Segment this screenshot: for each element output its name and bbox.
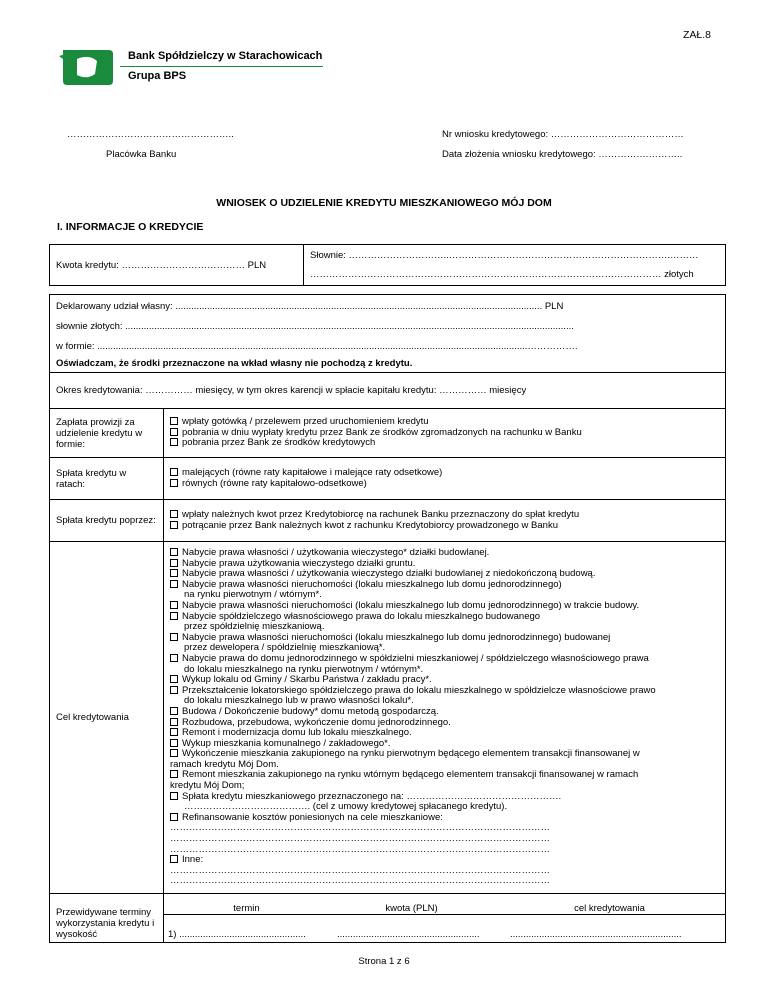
words-line-1: Słownie: …………………………..…………………………………………………………….……… <box>310 250 699 261</box>
checkbox-icon[interactable] <box>170 417 178 425</box>
form-title: WNIOSEK O UDZIELENIE KREDYTU MIESZKANIOWEGO MÓJ DOM <box>216 197 552 209</box>
purpose-option-continuation: na rynku pierwotnym / wtórnym*. <box>184 589 322 601</box>
bank-logo-icon <box>57 47 115 87</box>
checkbox-icon[interactable] <box>170 510 178 518</box>
checkbox-icon[interactable] <box>170 675 178 683</box>
checkbox-icon[interactable] <box>170 686 178 694</box>
purpose-option-continuation: ………………………………………………………………………………………………………… <box>170 864 550 876</box>
section-heading: I. INFORMACJE O KREDYCIE <box>57 221 204 233</box>
purpose-option[interactable]: Nabycie prawa własności nieruchomości (lokalu mieszkalnego lub domu jednorodzinnego) budowanej <box>170 633 719 644</box>
checkbox-icon[interactable] <box>170 559 178 567</box>
bank-name: Bank Spółdzielczy w Starachowicach <box>128 50 323 62</box>
bank-group: Grupa BPS <box>128 70 187 82</box>
checkbox-icon[interactable] <box>170 707 178 715</box>
own-contribution-words: słownie złotych: .......................................................................................................................................................................... <box>56 320 574 332</box>
purpose-option[interactable]: Nabycie prawa własności / użytkowania wieczystego* działki budowlanej. <box>170 548 719 559</box>
checkbox-icon[interactable] <box>170 612 178 620</box>
purpose-option[interactable]: Nabycie spółdzielczego własnościowego prawa do lokalu mieszkalnego budowanego <box>170 612 719 623</box>
installments-option[interactable]: malejących (równe raty kapitałowe i malejące raty odsetkowe) <box>170 468 719 479</box>
purpose-option-continuation: do lokalu mieszkalnego lub w prawo własności lokalu*. <box>184 695 414 707</box>
loan-period-field[interactable]: Okres kredytowania: …………… miesięcy, w tym okres karencji w spłacie kapitału kredytu: …………… miesięcy <box>50 373 726 409</box>
checkbox-icon[interactable] <box>170 654 178 662</box>
words-line-2: ………………………………………………………………………………………………… złotych <box>310 269 694 280</box>
own-contribution-cell[interactable] <box>50 295 726 373</box>
installments-label: Spłata kredytu w ratach: <box>50 458 164 500</box>
purpose-option-continuation: ………………………………………………………………………………………………………… <box>170 875 550 887</box>
repayment-option[interactable]: wpłaty należnych kwot przez Kredytobiorcę na rachunek Banku przeznaczony do spłat kredytu <box>170 510 719 521</box>
fee-options <box>164 409 726 458</box>
purpose-label: Cel kredytowania <box>50 542 164 894</box>
purpose-option-continuation: do lokalu mieszkalnego na rynku pierwotnym / wtórnym*. <box>184 663 424 675</box>
purpose-option[interactable]: Wykup lokalu od Gminy / Skarbu Państwa / zakładu pracy*. <box>170 675 719 686</box>
checkbox-icon[interactable] <box>170 521 178 529</box>
checkbox-icon[interactable] <box>170 855 178 863</box>
terms-col-amount: kwota (PLN) <box>385 903 438 914</box>
fee-option[interactable]: wpłaty gotówką / przelewem przed uruchomieniem kredytu <box>170 417 719 428</box>
loan-amount-field[interactable]: Kwota kredytu: ………………………………… PLN <box>50 245 304 286</box>
purpose-options <box>164 542 726 894</box>
purpose-option[interactable]: Nabycie prawa własności nieruchomości (lokalu mieszkalnego lub domu jednorodzinnego) <box>170 580 719 591</box>
purpose-option[interactable]: Wykończenie mieszkania zakupionego na rynku pierwotnym będącego elementem transakcji finansowanej w <box>170 749 719 760</box>
checkbox-icon[interactable] <box>170 569 178 577</box>
purpose-option[interactable]: Inne: <box>170 855 719 866</box>
terms-row-amount[interactable]: ...................................................... <box>337 929 480 940</box>
repayment-label: Spłata kredytu poprzez: <box>50 500 164 542</box>
terms-col-purpose: cel kredytowania <box>574 903 645 914</box>
checkbox-icon[interactable] <box>170 479 178 487</box>
checkbox-icon[interactable] <box>170 468 178 476</box>
terms-row-purpose[interactable]: ................................................................. <box>510 929 682 940</box>
checkbox-icon[interactable] <box>170 438 178 446</box>
terms-label: Przewidywane terminy wykorzystania kredytu i wysokość <box>50 894 164 943</box>
checkbox-icon[interactable] <box>170 749 178 757</box>
fee-option[interactable]: pobrania w dniu wypłaty kredytu przez Bank ze środków zgromadzonych na rachunku w Banku <box>170 428 719 439</box>
checkbox-icon[interactable] <box>170 580 178 588</box>
purpose-option[interactable]: Rozbudowa, przebudowa, wykończenie domu jednorodzinnego. <box>170 718 719 729</box>
purpose-option-continuation: ramach kredytu Mój Dom. <box>170 758 279 770</box>
checkbox-icon[interactable] <box>170 428 178 436</box>
branch-label: Placówka Banku <box>106 149 177 160</box>
terms-grid <box>164 894 726 943</box>
checkbox-icon[interactable] <box>170 718 178 726</box>
checkbox-icon[interactable] <box>170 601 178 609</box>
repayment-option[interactable]: potrącanie przez Bank należnych kwot z rachunku Kredytobiorcy prowadzonego w Banku <box>170 521 719 532</box>
loan-details-table <box>49 294 726 943</box>
checkbox-icon[interactable] <box>170 739 178 747</box>
terms-row <box>164 914 725 942</box>
purpose-option[interactable]: Nabycie prawa własności / użytkowania wieczystego działki budowlanej z niedokończoną budową. <box>170 569 719 580</box>
terms-row-date[interactable]: 1) ................................................ <box>168 929 306 940</box>
own-contribution-form: w formie: ...................................................................................................................................................................……………. <box>56 340 578 352</box>
purpose-option-continuation: …………………………………. (cel z umowy kredytowej spłacanego kredytu). <box>184 801 508 813</box>
own-contribution-amount: Deklarowany udział własny: ........................................................................................................................................... PLN <box>56 300 564 312</box>
purpose-option[interactable]: Remont mieszkania zakupionego na rynku wtórnym będącego elementem transakcji finansowanej w ramach <box>170 770 719 781</box>
purpose-option-continuation: ………………………………………………………………………………………………………… <box>170 843 550 855</box>
annex-number: ZAŁ.8 <box>682 29 711 41</box>
checkbox-icon[interactable] <box>170 792 178 800</box>
purpose-option[interactable]: Remont i modernizacja domu lub lokalu mieszkalnego. <box>170 728 719 739</box>
checkbox-icon[interactable] <box>170 728 178 736</box>
purpose-option-continuation: kredytu Mój Dom; <box>170 780 245 792</box>
loan-amount-table <box>49 244 726 286</box>
purpose-option[interactable]: Wykup mieszkania komunalnego / zakładowego*. <box>170 739 719 750</box>
loan-amount-words[interactable] <box>304 245 726 286</box>
branch-field[interactable]: …………………………………………….. <box>67 129 234 140</box>
terms-col-date: termin <box>233 903 260 914</box>
checkbox-icon[interactable] <box>170 770 178 778</box>
purpose-option-continuation: ………………………………………………………………………………………………………… <box>170 833 550 845</box>
installments-option[interactable]: równych (równe raty kapitałowo-odsetkowe) <box>170 479 719 490</box>
purpose-option[interactable]: Budowa / Dokończenie budowy* domu metodą gospodarczą. <box>170 707 719 718</box>
purpose-option[interactable]: Nabycie prawa do domu jednorodzinnego w spółdzielni mieszkaniowej / spółdzielczego własnościowego prawa <box>170 654 719 665</box>
page-number: Strona 1 z 6 <box>358 956 410 967</box>
application-date-field[interactable]: Data złożenia wniosku kredytowego: …………….……….. <box>442 149 683 160</box>
application-number-field[interactable]: Nr wniosku kredytowego: …………………………………… <box>442 129 684 140</box>
repayment-options <box>164 500 726 542</box>
purpose-option-continuation: ………………………………………………………………………………………………………… <box>170 822 550 834</box>
checkbox-icon[interactable] <box>170 633 178 641</box>
purpose-option-continuation: przez spółdzielnię mieszkaniową. <box>184 621 325 633</box>
purpose-option[interactable]: Przekształcenie lokatorskiego spółdzielczego prawa do lokalu mieszkalnego w spółdzielcze własnościowe prawo <box>170 686 719 697</box>
purpose-option[interactable]: Nabycie prawa użytkowania wieczystego działki gruntu. <box>170 559 719 570</box>
own-contribution-declaration: Oświadczam, że środki przeznaczone na wkład własny nie pochodzą z kredytu. <box>56 357 413 369</box>
checkbox-icon[interactable] <box>170 813 178 821</box>
header-rule <box>120 66 323 67</box>
purpose-option[interactable]: Refinansowanie kosztów poniesionych na cele mieszkaniowe: <box>170 813 719 824</box>
purpose-option[interactable]: Nabycie prawa własności nieruchomości (lokalu mieszkalnego lub domu jednorodzinnego) w trakcie budowy. <box>170 601 719 612</box>
checkbox-icon[interactable] <box>170 548 178 556</box>
terms-header <box>164 894 725 914</box>
fee-option[interactable]: pobrania przez Bank ze środków kredytowych <box>170 438 719 449</box>
purpose-option-continuation: przez dewelopera / spółdzielnię mieszkaniową*. <box>184 642 386 654</box>
fee-label: Zapłata prowizji za udzielenie kredytu w formie: <box>50 409 164 458</box>
installments-options <box>164 458 726 500</box>
purpose-option[interactable]: Spłata kredytu mieszkaniowego przeznaczonego na: …………………………………………. <box>170 792 719 803</box>
